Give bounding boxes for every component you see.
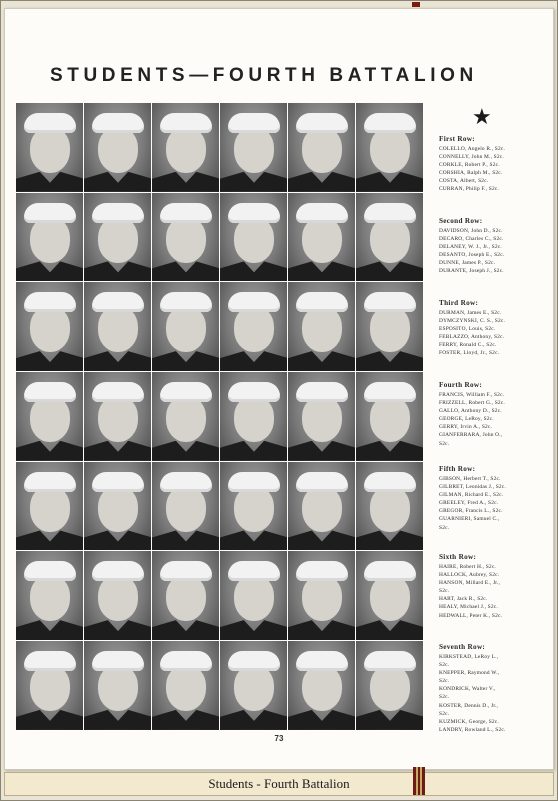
sailor-cap: [92, 382, 144, 402]
sailor-cap: [24, 382, 76, 402]
student-name: FRIZZELL, Robert G., S2c.: [439, 400, 505, 407]
roster-row: [439, 135, 551, 194]
student-portrait: [220, 641, 288, 731]
student-portrait: [84, 551, 152, 641]
face: [234, 665, 274, 711]
sailor-cap: [160, 113, 212, 133]
student-portrait: [288, 103, 356, 193]
uniform: [152, 710, 220, 730]
student-name: GILBRET, Leonidas J., S2c.: [439, 484, 506, 491]
student-name: FOSTER, Lloyd, Jr., S2c.: [439, 350, 500, 357]
student-portrait: [356, 193, 424, 283]
student-name: COSTA, Albert, S2c.: [439, 178, 489, 185]
uniform: [152, 620, 220, 640]
face: [98, 575, 138, 621]
student-portrait: [288, 282, 356, 372]
uniform: [16, 620, 84, 640]
face: [30, 665, 70, 711]
uniform: [16, 351, 84, 371]
uniform: [220, 351, 288, 371]
student-name: S2c.: [439, 440, 450, 447]
face: [166, 306, 206, 352]
sailor-cap: [228, 203, 280, 223]
face: [234, 306, 274, 352]
face: [370, 396, 410, 442]
student-portrait: [84, 641, 152, 731]
face: [370, 486, 410, 532]
student-name: KUZMICK, George, S2c.: [439, 718, 499, 725]
student-name: S2c.: [439, 678, 450, 685]
student-portrait: [152, 103, 220, 193]
face: [166, 575, 206, 621]
roster-row: [439, 217, 551, 276]
face: [370, 575, 410, 621]
face: [234, 127, 274, 173]
face: [166, 396, 206, 442]
student-portrait: [84, 372, 152, 462]
sailor-cap: [24, 203, 76, 223]
sailor-cap: [160, 651, 212, 671]
roster-row-title: Seventh Row:: [439, 643, 486, 651]
sailor-cap: [228, 292, 280, 312]
sailor-cap: [364, 561, 416, 581]
student-name: KIRKSTEAD, LeRoy L.,: [439, 654, 499, 660]
student-name: S2c.: [439, 588, 450, 595]
sailor-cap: [160, 382, 212, 402]
face: [166, 127, 206, 173]
student-name: GERRY, Irvin A., S2c.: [439, 424, 493, 431]
sailor-cap: [296, 472, 348, 492]
uniform: [220, 261, 288, 281]
sailor-cap: [296, 561, 348, 581]
sailor-cap: [24, 651, 76, 671]
student-portrait: [16, 282, 84, 372]
sailor-cap: [228, 651, 280, 671]
student-portrait: [288, 551, 356, 641]
student-portrait: [220, 282, 288, 372]
student-name: DELANEY, W. J., Jr., S2c.: [439, 244, 502, 251]
sailor-cap: [364, 472, 416, 492]
student-portrait: [152, 641, 220, 731]
sailor-cap: [24, 472, 76, 492]
roster-row: [439, 643, 551, 734]
uniform: [84, 710, 152, 730]
uniform: [288, 351, 356, 371]
student-portrait: [16, 641, 84, 731]
student-name: DUNNE, James P., S2c.: [439, 260, 496, 267]
roster-row-title: Sixth Row:: [439, 553, 477, 561]
uniform: [356, 441, 424, 461]
student-name: LANDRY, Rowland L., S2c.: [439, 726, 506, 733]
uniform: [16, 172, 84, 192]
uniform: [356, 351, 424, 371]
student-name: ESPOSITO, Louis, S2c.: [439, 326, 496, 333]
sailor-cap: [160, 292, 212, 312]
sailor-cap: [364, 203, 416, 223]
student-name: S2c.: [439, 524, 450, 531]
student-portrait: [220, 551, 288, 641]
uniform: [220, 620, 288, 640]
student-name: HEDWALL, Peter K., S2c.: [439, 612, 503, 619]
student-portrait: [356, 282, 424, 372]
sailor-cap: [92, 651, 144, 671]
student-name: HEALY, Michael J., S2c.: [439, 604, 498, 611]
sailor-cap: [364, 382, 416, 402]
sailor-cap: [364, 292, 416, 312]
photo-grid: [16, 103, 424, 731]
student-name: KOSTER, Dennis D., Jr.,: [439, 702, 499, 709]
student-portrait: [152, 372, 220, 462]
sailor-cap: [92, 292, 144, 312]
student-portrait: [84, 193, 152, 283]
sailor-cap: [364, 113, 416, 133]
student-name: GUARNIERI, Samuel C.,: [439, 516, 500, 523]
student-portrait: [356, 103, 424, 193]
student-name: CORSHIA, Ralph M., S2c.: [439, 170, 503, 177]
student-name: S2c.: [439, 710, 450, 717]
face: [302, 127, 342, 173]
face: [30, 127, 70, 173]
student-portrait: [288, 462, 356, 552]
student-name: HALLOCK, Aubrey, S2c.: [439, 572, 500, 579]
student-name: GILMAN, Richard E., S2c.: [439, 492, 504, 499]
student-name: DURMAN, James E., S2c.: [439, 310, 502, 316]
student-name: GALLO, Anthony D., S2c.: [439, 408, 502, 415]
roster-row-title: Third Row:: [439, 299, 479, 307]
sailor-cap: [364, 651, 416, 671]
student-portrait: [288, 193, 356, 283]
uniform: [152, 441, 220, 461]
face: [302, 217, 342, 263]
student-portrait: [288, 641, 356, 731]
student-portrait: [356, 551, 424, 641]
uniform: [16, 441, 84, 461]
student-name: HART, Jack R., S2c.: [439, 596, 488, 603]
student-name: KONDRICK, Walter V.,: [439, 686, 496, 693]
student-portrait: [152, 193, 220, 283]
face: [166, 665, 206, 711]
roster-row: [439, 381, 551, 448]
uniform: [220, 172, 288, 192]
face: [30, 486, 70, 532]
sailor-cap: [24, 292, 76, 312]
face: [234, 575, 274, 621]
uniform: [356, 530, 424, 550]
face: [234, 486, 274, 532]
student-name: DYMCZYNSKI, C. S., S2c.: [439, 318, 505, 325]
student-portrait: [84, 282, 152, 372]
student-name: CONNELLY, John M., S2c.: [439, 154, 504, 161]
student-name: HANSON, Millard E., Jr.,: [439, 580, 501, 587]
face: [30, 575, 70, 621]
uniform: [220, 530, 288, 550]
uniform: [84, 530, 152, 550]
sailor-cap: [24, 561, 76, 581]
face: [30, 396, 70, 442]
face: [302, 665, 342, 711]
uniform: [84, 261, 152, 281]
face: [98, 665, 138, 711]
uniform: [84, 172, 152, 192]
student-portrait: [356, 641, 424, 731]
face: [302, 575, 342, 621]
student-portrait: [356, 372, 424, 462]
student-name: KNEPPER, Raymond W.,: [439, 670, 500, 677]
uniform: [356, 261, 424, 281]
student-name: GREELEY, Fred A., S2c.: [439, 500, 499, 507]
student-name: GIANFERRARA, John O.,: [439, 432, 503, 439]
uniform: [84, 441, 152, 461]
sailor-cap: [92, 561, 144, 581]
sailor-cap: [228, 113, 280, 133]
student-name: FEBLAZZO, Anthony, S2c.: [439, 334, 505, 341]
uniform: [152, 530, 220, 550]
sailor-cap: [92, 472, 144, 492]
student-portrait: [220, 372, 288, 462]
roster-row-title: Second Row:: [439, 217, 483, 225]
face: [30, 217, 70, 263]
page-title: STUDENTS—FOURTH BATTALION: [50, 65, 478, 86]
sailor-cap: [296, 292, 348, 312]
face: [98, 127, 138, 173]
sailor-cap: [228, 472, 280, 492]
caption-text: Students - Fourth Battalion: [208, 776, 350, 791]
student-portrait: [288, 372, 356, 462]
sailor-cap: [24, 113, 76, 133]
face: [98, 396, 138, 442]
face: [98, 306, 138, 352]
student-name: DAVIDSON, John D., S2c.: [439, 228, 503, 234]
roster-row: [439, 299, 551, 358]
sailor-cap: [92, 203, 144, 223]
uniform: [288, 261, 356, 281]
star-icon: ★: [472, 104, 492, 129]
face: [370, 127, 410, 173]
student-portrait: [220, 103, 288, 193]
face: [302, 306, 342, 352]
face: [166, 217, 206, 263]
face: [98, 217, 138, 263]
student-name: DESANTO, Joseph E., S2c.: [439, 252, 505, 259]
student-portrait: [16, 103, 84, 193]
uniform: [288, 172, 356, 192]
face: [234, 396, 274, 442]
sailor-cap: [228, 561, 280, 581]
uniform: [288, 441, 356, 461]
roster-row-title: First Row:: [439, 135, 475, 143]
student-name: HAIRE, Robert H., S2c.: [439, 564, 496, 570]
sailor-cap: [160, 561, 212, 581]
roster-row: [439, 553, 551, 620]
caption-bar: [4, 772, 554, 796]
student-name: FERRY, Ronald C., S2c.: [439, 342, 497, 349]
face: [302, 486, 342, 532]
student-portrait: [152, 282, 220, 372]
sailor-cap: [296, 651, 348, 671]
roster-row-title: Fourth Row:: [439, 381, 483, 389]
face: [370, 306, 410, 352]
uniform: [356, 620, 424, 640]
face: [370, 665, 410, 711]
face: [98, 486, 138, 532]
uniform: [356, 172, 424, 192]
student-portrait: [16, 551, 84, 641]
student-name: S2c.: [439, 694, 450, 701]
face: [234, 217, 274, 263]
uniform: [288, 710, 356, 730]
uniform: [16, 530, 84, 550]
student-portrait: [84, 103, 152, 193]
sailor-cap: [160, 472, 212, 492]
student-name: DECARO, Charles C., S2c.: [439, 236, 504, 243]
student-portrait: [16, 193, 84, 283]
student-name: FRANCIS, William F., S2c.: [439, 392, 505, 398]
uniform: [288, 530, 356, 550]
sailor-cap: [228, 382, 280, 402]
student-name: CURRAN, Philip F., S2c.: [439, 186, 500, 193]
student-name: GIBSON, Herbert T., S2c.: [439, 476, 501, 482]
student-name: DURANTE, Joseph J., S2c.: [439, 268, 504, 275]
student-portrait: [16, 462, 84, 552]
student-portrait: [84, 462, 152, 552]
student-name: CORKLE, Robert P., S2c.: [439, 162, 500, 169]
face: [302, 396, 342, 442]
ribbon-bookmark-bottom[interactable]: [413, 767, 425, 795]
sailor-cap: [92, 113, 144, 133]
uniform: [84, 351, 152, 371]
student-portrait: [220, 462, 288, 552]
roster-row: [439, 465, 551, 532]
roster-row-title: Fifth Row:: [439, 465, 476, 473]
student-portrait: [16, 372, 84, 462]
student-name: S2c.: [439, 662, 450, 669]
uniform: [16, 710, 84, 730]
page-number: 73: [274, 734, 284, 743]
yearbook-page: [4, 8, 554, 770]
student-portrait: [152, 551, 220, 641]
face: [30, 306, 70, 352]
uniform: [356, 710, 424, 730]
face: [166, 486, 206, 532]
uniform: [220, 710, 288, 730]
student-name: GEORGE, LeRoy, S2c.: [439, 416, 494, 423]
uniform: [220, 441, 288, 461]
sailor-cap: [160, 203, 212, 223]
uniform: [16, 261, 84, 281]
ribbon-bookmark[interactable]: [412, 2, 420, 7]
student-portrait: [220, 193, 288, 283]
student-name: GREGOR, Francis L., S2c.: [439, 508, 503, 515]
uniform: [84, 620, 152, 640]
student-portrait: [152, 462, 220, 552]
uniform: [152, 172, 220, 192]
face: [370, 217, 410, 263]
student-name: COLELLO, Angelo R., S2c.: [439, 146, 506, 152]
uniform: [152, 261, 220, 281]
sailor-cap: [296, 203, 348, 223]
sailor-cap: [296, 382, 348, 402]
uniform: [152, 351, 220, 371]
student-portrait: [356, 462, 424, 552]
sailor-cap: [296, 113, 348, 133]
uniform: [288, 620, 356, 640]
